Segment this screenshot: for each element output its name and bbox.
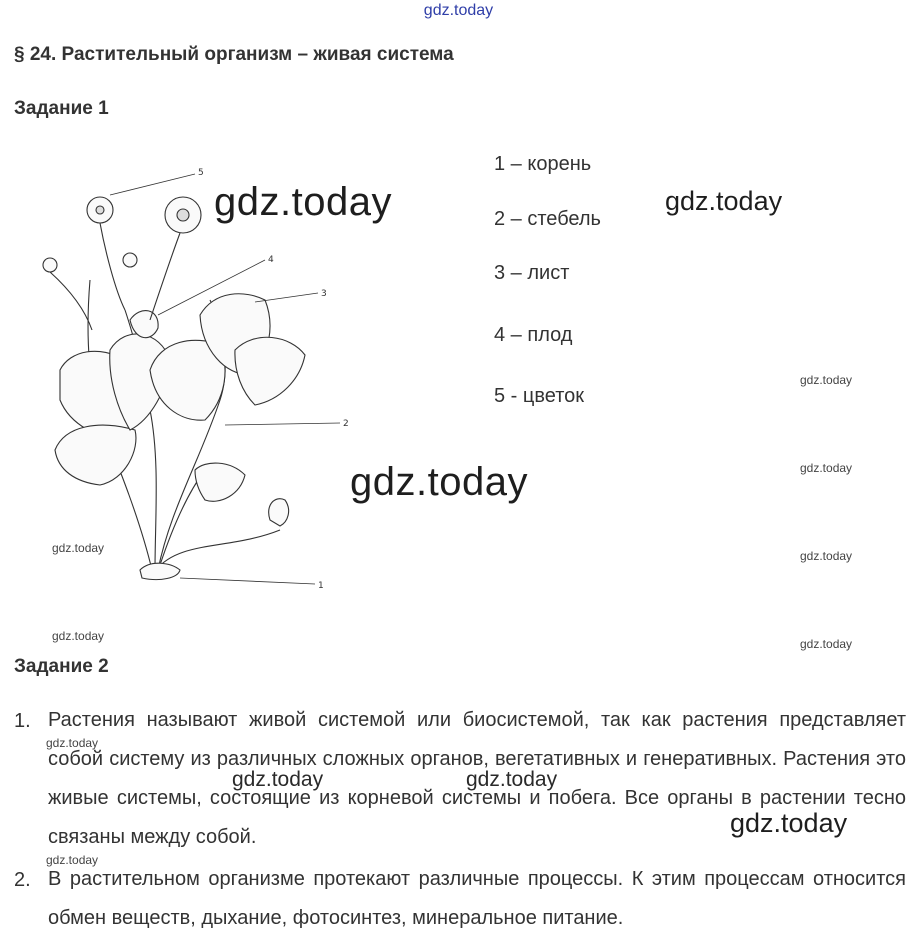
item-number: 2. [14, 869, 31, 891]
watermark: gdz.today [52, 541, 105, 555]
watermark: gdz.today [52, 629, 105, 643]
legend-item-root: 1 – корень [494, 153, 592, 175]
legend-item-stem: 2 – стебель [494, 208, 601, 230]
figure-label-2: 2 [343, 419, 349, 429]
figure-label-5: 5 [198, 168, 204, 178]
item-number: 1. [14, 710, 31, 732]
task2-answer-1: Растения называют живой системой или биосистемой, так как растения представляет собой систему из различных сложных органов, вегетативных и генеративных. Растения это живые системы, состоящие из корневой системы и побега. Все органы в растении тесно связаны между собой. [48, 709, 906, 848]
watermark-top: gdz.today [423, 2, 494, 19]
watermark: gdz.today [800, 461, 853, 475]
watermark: gdz.today [214, 180, 392, 224]
watermark: gdz.today [466, 768, 558, 791]
watermark: gdz.today [46, 853, 99, 867]
figure-label-4: 4 [268, 255, 274, 265]
legend-item-leaf: 3 – лист [494, 262, 570, 284]
plant-illustration [30, 160, 350, 600]
watermark: gdz.today [232, 768, 324, 791]
task1-heading: Задание 1 [14, 98, 109, 119]
legend-item-fruit: 4 – плод [494, 324, 573, 346]
task2-answer-2: В растительном организме протекают различные процессы. К этим процессам относится обмен веществ, дыхание, фотосинтез, минеральное питание. [48, 868, 906, 929]
watermark: gdz.today [46, 736, 99, 750]
watermark: gdz.today [800, 637, 853, 651]
task2-heading: Задание 2 [14, 656, 109, 677]
watermark: gdz.today [800, 549, 853, 563]
watermark: gdz.today [350, 460, 528, 504]
figure-label-3: 3 [321, 289, 327, 299]
watermark: gdz.today [800, 373, 853, 387]
figure-label-1: 1 [318, 581, 324, 591]
watermark: gdz.today [730, 808, 848, 838]
watermark: gdz.today [665, 186, 783, 216]
page-title: § 24. Растительный организм – живая система [14, 44, 454, 65]
legend-item-flower: 5 - цветок [494, 385, 585, 407]
